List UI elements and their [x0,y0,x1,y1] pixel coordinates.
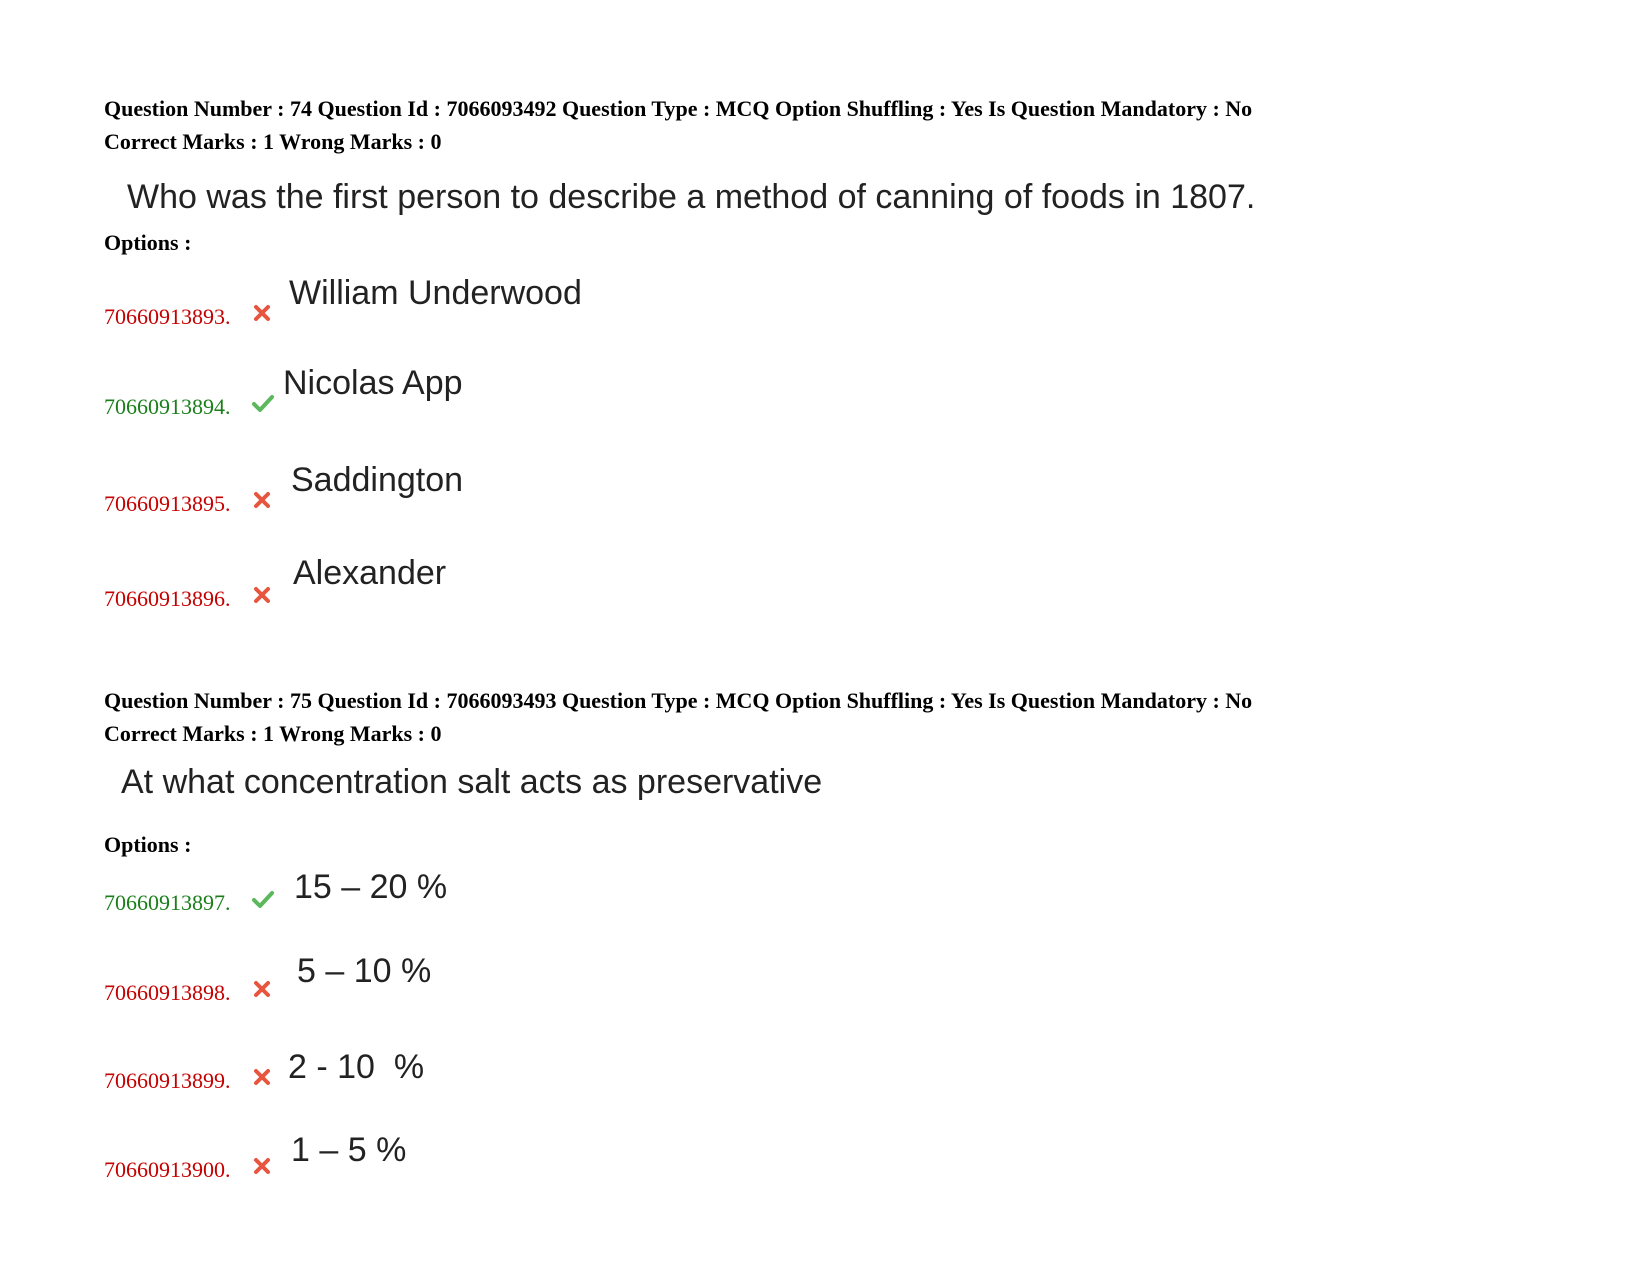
question-74-meta-line1: Question Number : 74 Question Id : 7066093492 Question Type : MCQ Option Shuffling : Yes Is Question Mandatory : No [104,96,1253,121]
question-74-meta-line2: Correct Marks : 1 Wrong Marks : 0 [104,129,442,154]
cross-icon [251,1155,273,1177]
option-text: Alexander [293,554,447,592]
cross-icon [251,978,273,1000]
cross-icon [251,489,273,511]
option-id: 70660913897. [104,890,231,915]
option-id: 70660913893. [104,304,231,329]
option-text: 15 – 20 % [294,868,448,906]
option-text: 2 - 10 % [288,1048,425,1086]
option-id: 70660913898. [104,980,231,1005]
option-text: 1 – 5 % [291,1131,407,1169]
cross-icon [251,584,273,606]
check-icon [251,392,275,414]
option-text: Saddington [291,461,464,499]
question-75-text: At what concentration salt acts as preservative [121,763,823,801]
question-75-meta-line1: Question Number : 75 Question Id : 7066093493 Question Type : MCQ Option Shuffling : Yes Is Question Mandatory : No [104,688,1253,713]
option-text: 5 – 10 % [297,952,432,990]
question-75-meta-line2: Correct Marks : 1 Wrong Marks : 0 [104,721,442,746]
option-id: 70660913894. [104,394,231,419]
question-74-text: Who was the first person to describe a method of canning of foods in 1807. [127,178,1256,216]
option-id: 70660913899. [104,1068,231,1093]
cross-icon [251,1066,273,1088]
option-id: 70660913896. [104,586,231,611]
option-text: William Underwood [289,274,582,312]
cross-icon [251,302,273,324]
option-id: 70660913895. [104,491,231,516]
check-icon [251,888,275,910]
question-75-options-label: Options : [104,832,192,857]
option-id: 70660913900. [104,1157,231,1182]
question-74-options-label: Options : [104,230,192,255]
option-text: Nicolas App [283,364,463,402]
